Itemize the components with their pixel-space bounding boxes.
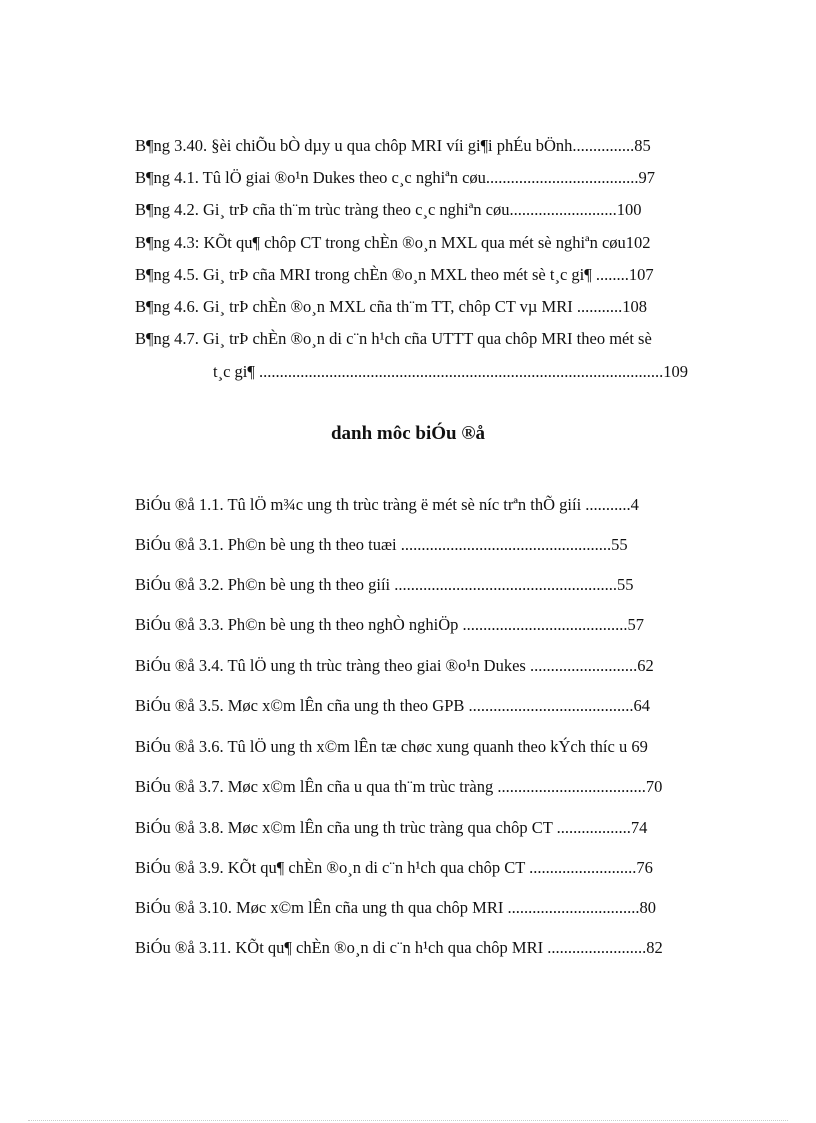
table-entry: B¶ng 4.5. Gi¸ trÞ cña MRI trong chÈn ®o¸n MXL theo mét sè t¸c gi¶ ........107	[135, 265, 654, 284]
chart-entry: BiÓu ®å 3.10. Møc x©m lÊn cña ung th qua chôp MRI ................................80	[135, 898, 656, 917]
chart-entry: BiÓu ®å 3.1. Ph©n bè ung th theo tuæi ...................................................55	[135, 535, 628, 554]
table-entry: B¶ng 4.7. Gi¸ trÞ chÈn ®o¸n di c¨n h¹ch cña UTTT qua chôp MRI theo mét sè	[135, 329, 652, 348]
table-entry: B¶ng 3.40. §èi chiÕu bÒ dµy u qua chôp MRI víi gi¶i phÉu bÖnh...............85	[135, 136, 651, 155]
chart-entry: BiÓu ®å 3.8. Møc x©m lÊn cña ung th trùc tràng qua chôp CT ..................74	[135, 818, 648, 837]
table-entry: B¶ng 4.2. Gi¸ trÞ cña th¨m trùc tràng theo c¸c nghiªn cøu..........................100	[135, 200, 642, 219]
chart-entry: BiÓu ®å 3.11. KÕt qu¶ chÈn ®o¸n di c¨n h¹ch qua chôp MRI ........................82	[135, 938, 663, 957]
chart-entry: BiÓu ®å 3.7. Møc x©m lÊn cña u qua th¨m trùc tràng ....................................70	[135, 777, 663, 796]
chart-entry: BiÓu ®å 3.5. Møc x©m lÊn cña ung th theo GPB ........................................64	[135, 696, 651, 715]
chart-entry: BiÓu ®å 1.1. Tû lÖ m¾c ung th trùc tràng ë mét sè níc trªn thÕ giíi ...........4	[135, 495, 639, 514]
table-entry: B¶ng 4.6. Gi¸ trÞ chÈn ®o¸n MXL cña th¨m TT, chôp CT vµ MRI ...........108	[135, 297, 647, 316]
table-entry-continuation: t¸c gi¶ ..................................................................................................109	[213, 362, 688, 381]
page-bottom-rule	[28, 1120, 788, 1121]
section-title: danh môc biÓu ®å	[330, 423, 486, 444]
chart-entry: BiÓu ®å 3.2. Ph©n bè ung th theo giíi ......................................................55	[135, 575, 634, 594]
table-entry: B¶ng 4.3: KÕt qu¶ chôp CT trong chÈn ®o¸n MXL qua mét sè nghiªn cøu102	[135, 233, 651, 252]
chart-entry: BiÓu ®å 3.4. Tû lÖ ung th trùc tràng theo giai ®o¹n Dukes ..........................62	[135, 656, 654, 675]
chart-entry: BiÓu ®å 3.6. Tû lÖ ung th x©m lÊn tæ chøc xung quanh theo kÝch thíc u 69	[135, 737, 648, 756]
chart-entry: BiÓu ®å 3.3. Ph©n bè ung th theo nghÒ nghiÖp ........................................57	[135, 615, 645, 634]
table-entry: B¶ng 4.1. Tû lÖ giai ®o¹n Dukes theo c¸c nghiªn cøu.....................................97	[135, 168, 656, 187]
chart-entry: BiÓu ®å 3.9. KÕt qu¶ chÈn ®o¸n di c¨n h¹ch qua chôp CT ..........................76	[135, 858, 653, 877]
